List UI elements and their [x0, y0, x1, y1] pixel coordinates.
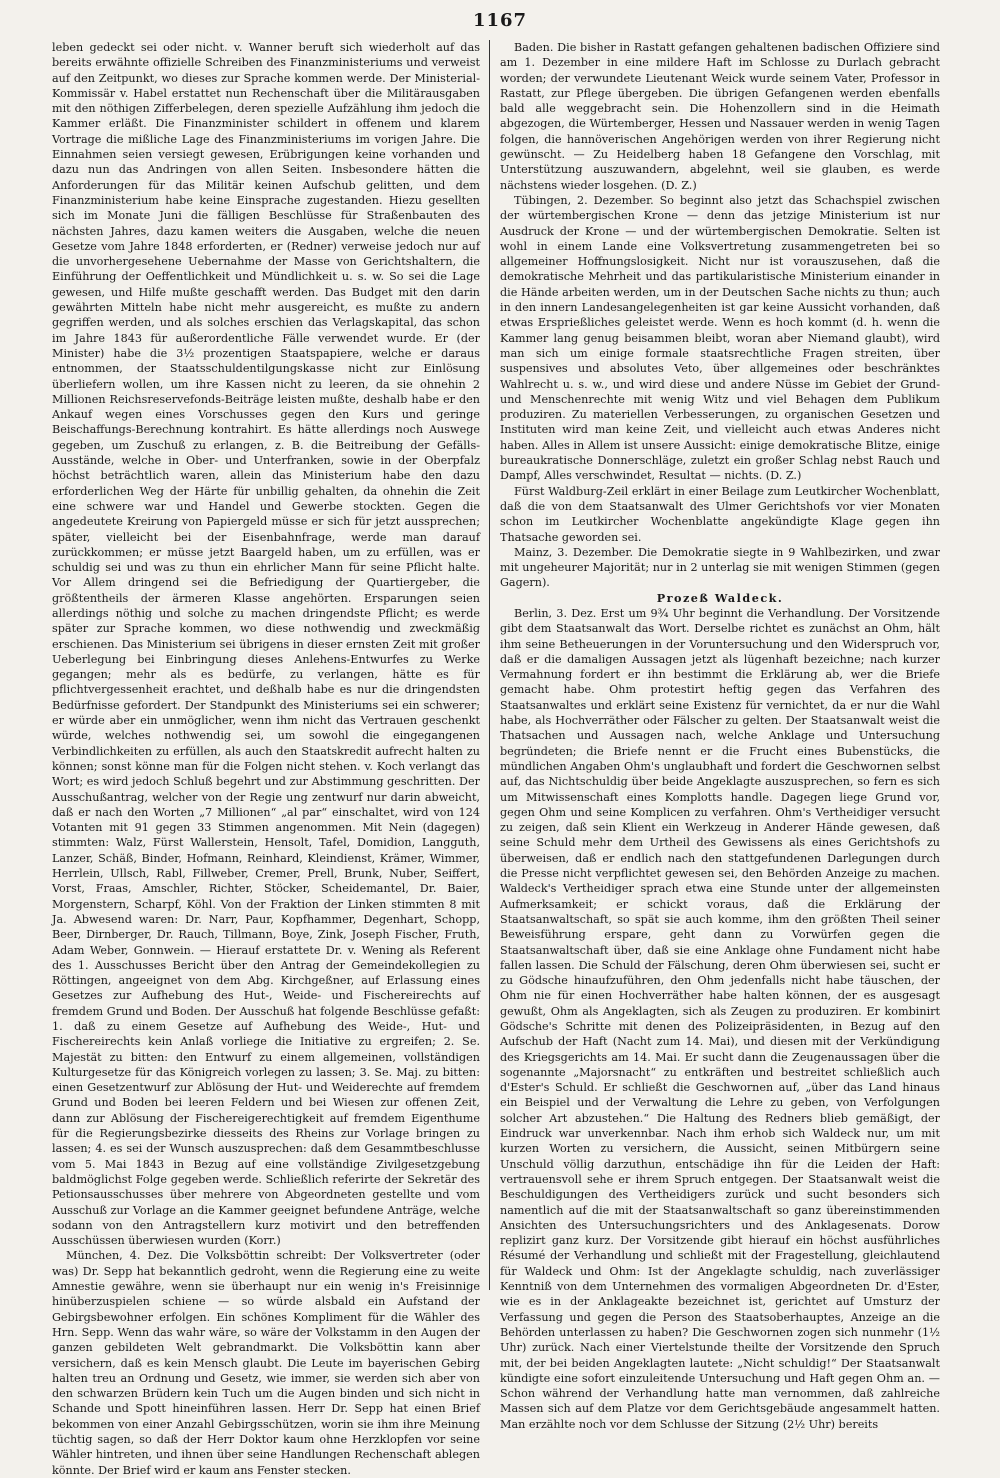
article-paragraph: Fürst Waldburg-Zeil erklärt in einer Beilage zum Leutkircher Wochenblatt, daß die von dem Staatsanwalt des Ulmer Gerichtshofs vor vier Monaten schon im Leutkircher Wochenblatte angekündigte Klage gegen ihn Thatsache geworden sei. [500, 484, 940, 544]
left-column [52, 40, 480, 1477]
article-paragraph: Tübingen, 2. Dezember. So beginnt also jetzt das Schachspiel zwischen der würtembergischen Krone — denn das jetzige Ministerium ist nur Ausdruck der Krone — und der würtembergischen Demokratie. Selten ist wohl in einem Lande eine Volksvertretung zusammengetreten bei so allgemeiner Hoffnungslosigkeit. Nicht nur ist vorauszusehen, daß die demokratische Mehrheit und das partikularistische Ministerium einander in die Hände arbeiten werden, um in der Deutschen Sache nichts zu thun; auch in den innern Landesangelegenheiten ist gar keine Aussicht vorhanden, daß etwas Ersprießliches geleistet werde. Wenn es hoch kommt (d. h. wenn die Kammer lang genug beisammen bleibt, woran aber Niemand glaubt), wird man sich um einige formale staatsrechtliche Fragen streiten, über suspensives und absolutes Veto, über allgemeines oder beschränktes Wahlrecht u. s. w., und wird diese und andere Nüsse im Gebiet der Grund- und Menschenrechte mit wenig Witz und viel Behagen dem Publikum produziren. Zu materiellen Verbesserungen, zu organischen Gesetzen und Instituten wird man keine Zeit, und vielleicht auch etwas Anderes nicht haben. Alles in Allem ist unsere Aussicht: einige demokratische Blitze, einige bureaukratische Donnerschläge, zuletzt ein großer Schlag nebst Rauch und Dampf, Alles verschwindet, Resultat — nichts. (D. Z.) [500, 193, 940, 483]
article-paragraph: leben gedeckt sei oder nicht. v. Wanner beruft sich wiederholt auf das bereits erwähnte offizielle Schreiben des Finanzministeriums und verweist auf den Zeitpunkt, wo dieses zur Sprache kommen werde. Der Ministerial-Kommissär v. Habel erstattet nun Rechenschaft über die Militärausgaben mit den nöthigen Zifferbelegen, deren spezielle Aufzählung ihm jedoch die Kammer erläßt. Die Finanzminister schildert in offenem und klarem Vortrage die mißliche Lage des Finanzministeriums im vorigen Jahre. Die Einnahmen seien versiegt gewesen, Erübrigungen keine vorhanden und dazu nun das Andringen von allen Seiten. Insbesondere hätten die Anforderungen für das Militär keinen Aufschub gelitten, und dem Finanzministerium habe keine Einsprache zugestanden. Hiezu gesellten sich im Monate Juni die fälligen Beschlüsse für Straßenbauten des nächsten Jahres, dazu kamen weiters die Ausgaben, welche die neuen Gesetze vom Jahre 1848 erforderten, er (Redner) verweise jedoch nur auf die unvorhergesehene Uebernahme der Masse von Gerichtshaltern, die Einführung der Oeffentlichkeit und Mündlichkeit u. s. w. So sei die Lage gewesen, und Hilfe mußte geschafft werden. Das Budget mit den darin gewährten Mitteln habe nicht mehr ausgereicht, es mußte zu andern gegriffen werden, und als solches erschien das Verlagskapital, das schon im Jahre 1843 für außerordentliche Fälle verwendet wurde. Er (der Minister) habe die 3½ prozentigen Staatspapiere, welche er daraus entnommen, der Staatsschuldentilgungskasse nicht zur Einlösung überliefern wollen, um ihre Kassen nicht zu leeren, da sie ohnehin 2 Millionen Reichsreservefonds-Beiträge leisten mußte, deshalb habe er den Ankauf wegen eines Vorschusses gegen den Kurs und geringe Beischaffungs-Berechnung kontrahirt. Es hätte allerdings noch Auswege gegeben, um Zuschuß zu erlangen, z. B. die Beitreibung der Gefälls-Ausstände, welche in Ober- und Unterfranken, sowie in der Oberpfalz höchst beträchtlich waren, allein das Ministerium habe den dazu erforderlichen Weg der Härte für unbillig gehalten, da ohnehin die Zeit eine schwere war und Handel und Gewerbe stockten. Gegen die angedeutete Kreirung von Papiergeld müsse er sich für jetzt aussprechen; später, vielleicht bei der Eisenbahnfrage, werde man darauf zurückkommen; er müsse jetzt Baargeld haben, um zu erfüllen, was er schuldig sei und was zu thun ein ehrlicher Mann für seine Pflicht halte. Vor Allem dringend sei die Befriedigung der Quartiergeber, die größtentheils der ärmeren Klasse angehörten. Ersparungen seien allerdings nöthig und solche zu machen dringendste Pflicht; es werde später zur Sprache kommen, wo diese nothwendig und zweckmäßig erschienen. Das Ministerium sei übrigens in dieser ernsten Zeit mit großer Ueberlegung bei Einbringung dieses Anlehens-Entwurfes zu Werke gegangen; mehr als es bedürfe, zu verlangen, hätte es für pflichtvergessenheit erachtet, und deßhalb habe es nur die dringendsten Bedürfnisse gefordert. Der Standpunkt des Ministeriums sei ein schwerer; er würde aber ein unmöglicher, wenn ihm nicht das Vertrauen geschenkt würde, welches nothwendig sei, um sowohl die eingegangenen Verbindlichkeiten zu erfüllen, als auch den Staatskredit aufrecht halten zu können; sonst könne man für die Folgen nicht stehen. v. Koch verlangt das Wort; es wird jedoch Schluß begehrt und zur Abstimmung geschritten. Der Ausschußantrag, welcher von der Regie ung zentwurf nur darin abweicht, daß er nach den Worten „7 Millionen“ „al par“ einschaltet, wird von 124 Votanten mit 91 gegen 33 Stimmen angenommen. Mit Nein (dagegen) stimmten: Walz, Fürst Wallerstein, Hensolt, Tafel, Domidion, Langguth, Lanzer, Schäß, Binder, Hofmann, Reinhard, Kleindienst, Krämer, Wimmer, Herrlein, Ullsch, Rabl, Fillweber, Cremer, Prell, Brunk, Nuber, Seiffert, Vorst, Fraas, Amschler, Richter, Stöcker, Scheidemantel, Dr. Baier, Morgenstern, Scharpf, Köhl. Von der Fraktion der Linken stimmten 8 mit Ja. Abwesend waren: Dr. Narr, Paur, Kopfhammer, Degenhart, Schopp, Beer, Dirnberger, Dr. Rauch, Tillmann, Boye, Zink, Joseph Fischer, Fruth, Adam Weber, Gonnwein. — Hierauf erstattete Dr. v. Wening als Referent des 1. Ausschusses Bericht über den Antrag der Gemeindekollegien zu Röttingen, angeeignet von dem Abg. Kirchgeßner, auf Erlassung eines Gesetzes zur Aufhebung des Hut-, Weide- und Fischereirechts auf fremdem Grund und Boden. Der Ausschuß hat folgende Beschlüsse gefaßt: 1. daß zu einem Gesetze auf Aufhebung des Weide-, Hut- und Fischereirechts kein Anlaß vorliege die Initiative zu ergreifen; 2. Se. Majestät zu bitten: den Entwurf zu einem allgemeinen, vollständigen Kulturgesetze für das Königreich vorlegen zu lassen; 3. Se. Maj. zu bitten: einen Gesetzentwurf zur Ablösung der Hut- und Weiderechte auf fremdem Grund und Boden bei leeren Feldern und bei Wiesen zur offenen Zeit, dann zur Ablösung der Fischereigerechtigkeit auf fremdem Eigenthume für die Regierungsbezirke diesseits des Rheins zur Vorlage bringen zu lassen; 4. es sei der Wunsch auszusprechen: daß dem Gesammtbeschlusse vom 5. Mai 1843 in Bezug auf eine vollständige Zivilgesetzgebung baldmöglichst Folge gegeben werde. Schließlich referirte der Sekretär des Petionsausschusses über mehrere von Abgeordneten gestellte und vom Ausschuß zur Vorlage an die Kammer geeignet befundene Anträge, welche sodann von den Antragstellern kurz motivirt und den betreffenden Ausschüssen überwiesen wurden (Korr.) [52, 41, 480, 1248]
section-heading: Prozeß Waldeck. [656, 590, 784, 605]
right-column [500, 40, 940, 1431]
column-divider [489, 40, 490, 1290]
article-paragraph: München, 4. Dez. Die Volksböttin schreibt: Der Volksvertreter (oder was) Dr. Sepp hat bekanntlich gedroht, wenn die Regierung eine zu weite Amnestie gewähre, wenn sie überhaupt nur ein wenig in's Freisinnige hinüberzuspielen schiene — so würde alsbald ein Aufstand der Gebirgsbewohner erfolgen. Ein schönes Kompliment für die Wähler des Hrn. Sepp. Wenn das wahr wäre, so wäre der Volkstamm in den Augen der ganzen gebildeten Welt gebrandmarkt. Die Volksböttin kann aber versichern, daß es kein Mensch glaubt. Die Leute im bayerischen Gebirg halten treu an Ordnung und Gesetz, wie immer, sie werden sich aber von den schwarzen Brüdern kein Tuch um die Augen binden und sich nicht in Schande und Spott hineinführen lassen. Herr Dr. Sepp hat einen Brief bekommen von einer Anzahl Gebirgsschützen, worin sie ihm ihre Meinung tüchtig sagen, so daß der Herr Doktor kaum ohne Herzklopfen vor seine Wähler hintreten, und ihnen über seine Handlungen Rechenschaft ablegen könnte. Der Brief wird er kaum ans Fenster stecken. [52, 1249, 480, 1477]
article-paragraph: Berlin, 3. Dez. Erst um 9¾ Uhr beginnt die Verhandlung. Der Vorsitzende gibt dem Staatsanwalt das Wort. Derselbe richtet es zunächst an Ohm, hält ihm seine Betheuerungen in der Voruntersuchung und den Widerspruch vor, daß er die damaligen Aussagen jetzt als lügenhaft bezeichne; nach kurzer Vermahnung fordert er ihn bestimmt die Erklärung ab, wer die Briefe gemacht habe. Ohm protestirt heftig gegen das Verfahren des Staatsanwaltes und erklärt seine Existenz für vernichtet, da er nur die Wahl habe, als Hochverräther oder Fälscher zu gelten. Der Staatsanwalt weist die Thatsachen und Aussagen nach, welche Anklage und Untersuchung begründeten; die Briefe nennt er die Frucht eines Bubenstücks, die mündlichen Angaben Ohm's unglaubhaft und fordert die Geschwornen selbst auf, das Nichtschuldig über beide Angeklagte auszusprechen, so fern es sich um Mitwissenschaft eines Komplotts handle. Dagegen liege Grund vor, gegen Ohm und seine Komplicen zu verfahren. Ohm's Vertheidiger versucht zu zeigen, daß sein Klient ein Werkzeug in Anderer Hände gewesen, daß seine Schuld mehr dem Urtheil des Gewissens als eines Gerichtshofs zu überweisen, daß er endlich nach den stattgefundenen Darlegungen durch die Presse nicht verpflichtet gewesen sei, den Behörden Anzeige zu machen. Waldeck's Vertheidiger sprach etwa eine Stunde unter der allgemeinsten Aufmerksamkeit; er schickt voraus, daß die Erklärung der Staatsanwaltschaft, so spät sie auch komme, ihm den größten Theil seiner Beweisführung erspare, geht dann zu Vorwürfen gegen die Staatsanwaltschaft über, daß sie eine Anklage ohne Fundament nicht habe fallen lassen. Die Schuld der Fälschung, deren Ohm überwiesen sei, sucht er zu Gödsche hinaufzuführen, den Ohm jedenfalls nicht habe täuschen, der Ohm nie für einen Hochverräther habe halten können, der es ausgesagt gewußt, Ohm als Angeklagten, sich als Zeugen zu produziren. Er kombinirt Gödsche's Schritte mit denen des Polizeipräsidenten, in Bezug auf den Aufschub der Haft (Nacht zum 14. Mai), und diesen mit der Verkündigung des Kriegsgerichts am 14. Mai. Er sucht dann die Zeugenaussagen über die sogenannte „Majorsnacht“ zu entkräften und bestreitet schließlich auch d'Ester's Schuld. Er schließt die Geschwornen auf, „über das Land hinaus ein Beispiel und der Verwaltung die Lehre zu geben, von Verfolgungen solcher Art abzustehen.“ Die Haltung des Redners blieb gemäßigt, der Eindruck war unverkennbar. Nach ihm erhob sich Waldeck nur, um mit kurzen Worten zu versichern, die Aussicht, seinen Mitbürgern seine Unschuld völlig darzuthun, entschädige ihn für die Leiden der Haft: vertrauensvoll sehe er ihrem Spruch entgegen. Der Staatsanwalt weist die Beschuldigungen des Vertheidigers zurück und sucht besonders sich namentlich auf die mit der Staatsanwaltschaft so ganz übereinstimmenden Ansichten des Untersuchungsrichters und des Anklagesenats. Dorow replizirt ganz kurz. Der Vorsitzende gibt hierauf ein höchst ausführliches Résumé der Verhandlung und schließt mit der Fragestellung, gleichlautend für Waldeck und Ohm: Ist der Angeklagte schuldig, nach zuverlässiger Kenntniß von dem Unternehmen des vormaligen Abgeordneten Dr. d'Ester, wie es in der Anklageakte bezeichnet ist, gerichtet auf Umsturz der Verfassung und gegen die Person des Staatsoberhauptes, Anzeige an die Behörden unterlassen zu haben? Die Geschwornen zogen sich nunmehr (1½ Uhr) zurück. Nach einer Viertelstunde theilte der Vorsitzende den Spruch mit, der bei beiden Angeklagten lautete: „Nicht schuldig!“ Der Staatsanwalt kündigte eine sofort einzuleitende Untersuchung und Haft gegen Ohm an. — Schon während der Verhandlung hatte man vernommen, daß zahlreiche Massen sich auf dem Platze vor dem Gerichtsgebäude angesammelt hatten. Man erzählte noch vor dem Schlusse der Sitzung (2½ Uhr) bereits [500, 606, 940, 1431]
article-paragraph: Mainz, 3. Dezember. Die Demokratie siegte in 9 Wahlbezirken, und zwar mit ungeheurer Majorität; nur in 2 unterlag sie mit wenigen Stimmen (gegen Gagern). [500, 545, 940, 590]
article-paragraph: Baden. Die bisher in Rastatt gefangen gehaltenen badischen Offiziere sind am 1. Dezember in eine mildere Haft im Schlosse zu Durlach gebracht worden; der verwundete Lieutenant Weick wurde seinem Vater, Professor in Rastatt, zur Pflege übergeben. Die übrigen Gefangenen werden ebenfalls bald alle weggebracht sein. Die Hohenzollern sind in die Heimath abgezogen, die Würtemberger, Hessen und Nassauer werden in wenig Tagen folgen, die hannöverischen Angehörigen werden von ihrer Regierung nicht gewünscht. — Zu Heidelberg haben 18 Gefangene den Vorschlag, mit Unterstützung auszuwandern, abgelehnt, weil sie glauben, es werde nächstens wieder losgehen. (D. Z.) [500, 41, 940, 192]
page-number: 1167 [472, 10, 528, 31]
